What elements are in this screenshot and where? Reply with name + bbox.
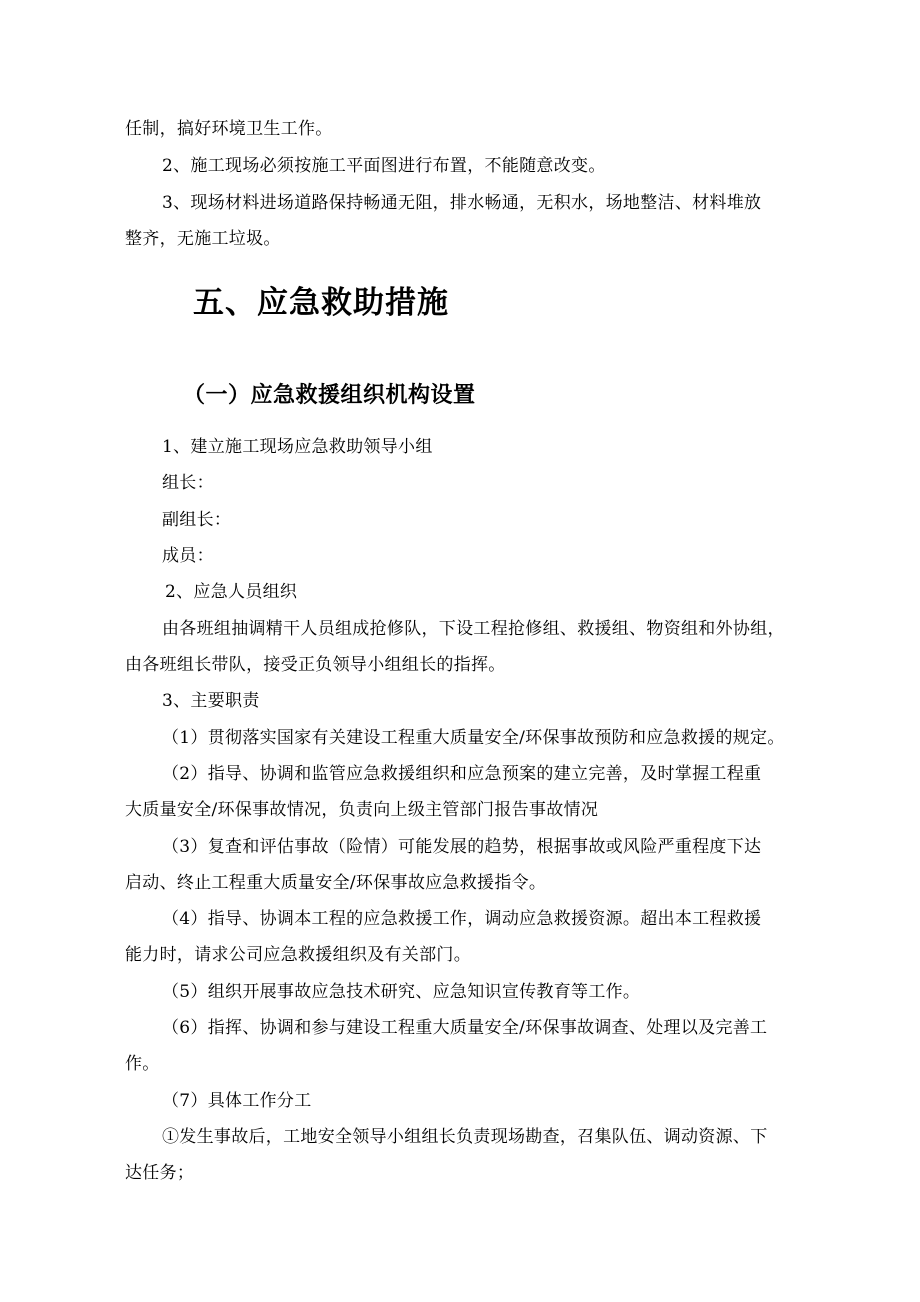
deputy-leader-label: 副组长：	[162, 510, 232, 530]
body-text-line: 由各班组长带队，接受正负领导小组组长的指挥。	[125, 655, 506, 675]
list-item-2: 2、应急人员组织	[165, 582, 298, 602]
duty-item-1: （1）贯彻落实国家有关建设工程重大质量安全/环保事故预防和应急救援的规定。	[162, 728, 785, 748]
body-text-line: 任制，搞好环境卫生工作。	[125, 119, 333, 139]
body-text-line: 大质量安全/环保事故情况，负责向上级主管部门报告事故情况	[125, 800, 599, 820]
section-heading: 五、应急救助措施	[193, 285, 449, 321]
duty-item-3: （3）复查和评估事故（险情）可能发展的趋势，根据事故或风险严重程度下达	[162, 837, 762, 857]
duty-item-6: （6）指挥、协调和参与建设工程重大质量安全/环保事故调查、处理以及完善工	[162, 1018, 768, 1038]
members-label: 成员：	[162, 546, 214, 566]
list-item-3: 3、现场材料进场道路保持畅通无阻，排水畅通，无积水，场地整洁、材料堆放	[162, 193, 762, 213]
body-text-line: 整齐，无施工垃圾。	[125, 229, 281, 249]
duty-item-7: （7）具体工作分工	[162, 1091, 312, 1111]
duty-item-5: （5）组织开展事故应急技术研究、应急知识宣传教育等工作。	[162, 982, 641, 1002]
list-item-2: 2、施工现场必须按施工平面图进行布置，不能随意改变。	[162, 156, 606, 176]
body-text-line: 能力时，请求公司应急救援组织及有关部门。	[125, 945, 471, 965]
body-text-line: 由各班组抽调精干人员组成抢修队，下设工程抢修组、救援组、物资组和外协组，	[162, 619, 785, 639]
list-item-1: 1、建立施工现场应急救助领导小组	[162, 437, 433, 457]
body-text-line: 达任务；	[125, 1163, 195, 1183]
body-text-line: 作。	[125, 1054, 160, 1074]
body-text-line: 启动、终止工程重大质量安全/环保事故应急救援指令。	[125, 873, 547, 893]
subsection-heading: （一）应急救援组织机构设置	[183, 382, 476, 408]
leader-label: 组长：	[162, 473, 214, 493]
list-item-3: 3、主要职责	[162, 691, 260, 711]
duty-item-2: （2）指导、协调和监管应急救援组织和应急预案的建立完善，及时掌握工程重	[162, 764, 762, 784]
duty-item-4: （4）指导、协调本工程的应急救援工作，调动应急救援资源。超出本工程救援	[162, 909, 762, 929]
task-item-1: ①发生事故后，工地安全领导小组组长负责现场勘查，召集队伍、调动资源、下	[162, 1127, 768, 1147]
